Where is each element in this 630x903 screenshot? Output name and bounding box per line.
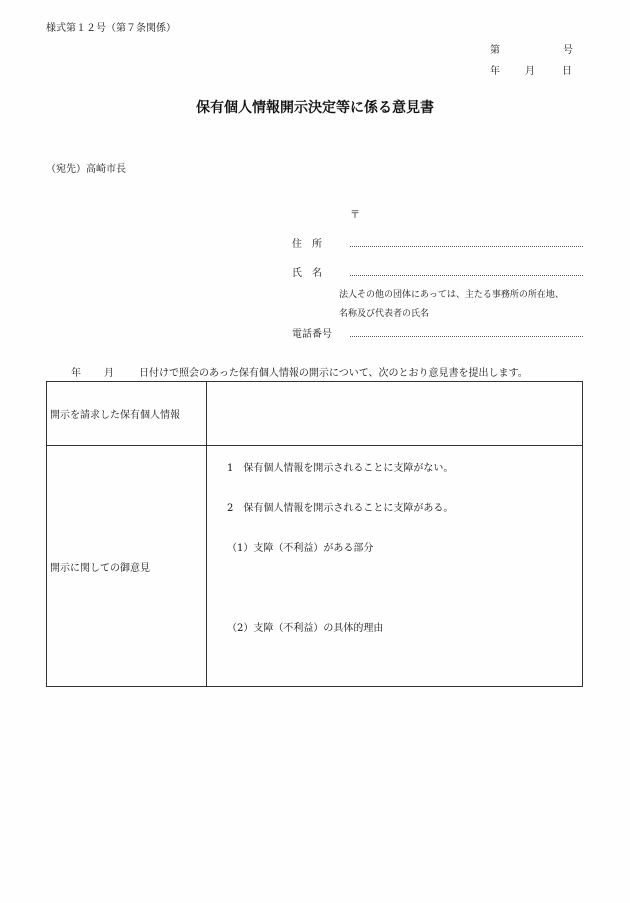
sub-specific-reason: （2）支障（不利益）の具体的理由: [227, 623, 384, 634]
requested-info-field[interactable]: [207, 382, 583, 446]
table-row: [47, 382, 583, 446]
phone-label: 電話番号: [292, 329, 332, 340]
number-suffix: 号: [563, 45, 573, 56]
issue-month-label: 月: [525, 66, 535, 77]
address-line[interactable]: [350, 246, 583, 247]
option-no-issue: 1 保有個人情報を開示されることに支障がない。: [227, 463, 454, 474]
postal-mark: 〒: [350, 210, 360, 221]
opinion-label: 開示に関しての御意見: [47, 446, 207, 687]
phone-line[interactable]: [350, 336, 583, 337]
opinion-table: [46, 381, 583, 687]
table-row: [47, 446, 583, 687]
name-line[interactable]: [350, 275, 583, 276]
opinion-field[interactable]: [207, 446, 583, 687]
address-label: 住 所: [292, 239, 322, 250]
intro-text: 日付けで照会のあった保有個人情報の開示について、次のとおり意見書を提出します。: [139, 368, 528, 379]
issue-day-label: 日: [562, 66, 572, 77]
corporate-note-line1: 法人その他の団体にあっては、主たる事務所の所在地、: [339, 290, 564, 300]
form-code: 様式第１２号（第７条関係）: [46, 23, 176, 34]
issue-year-label: 年: [490, 66, 500, 77]
addressee: （宛先）高崎市長: [46, 164, 126, 175]
option-has-issue: 2 保有個人情報を開示されることに支障がある。: [227, 503, 454, 514]
intro-year: 年: [71, 368, 81, 379]
corporate-note-line2: 名称及び代表者の氏名: [339, 309, 430, 319]
intro-month: 月: [104, 368, 114, 379]
sub-affected-part: （1）支障（不利益）がある部分: [227, 543, 374, 554]
number-prefix: 第: [490, 45, 500, 56]
requested-info-label: 開示を請求した保有個人情報: [47, 382, 207, 446]
page-title: 保有個人情報開示決定等に係る意見書: [196, 100, 434, 116]
name-label: 氏 名: [292, 268, 322, 279]
